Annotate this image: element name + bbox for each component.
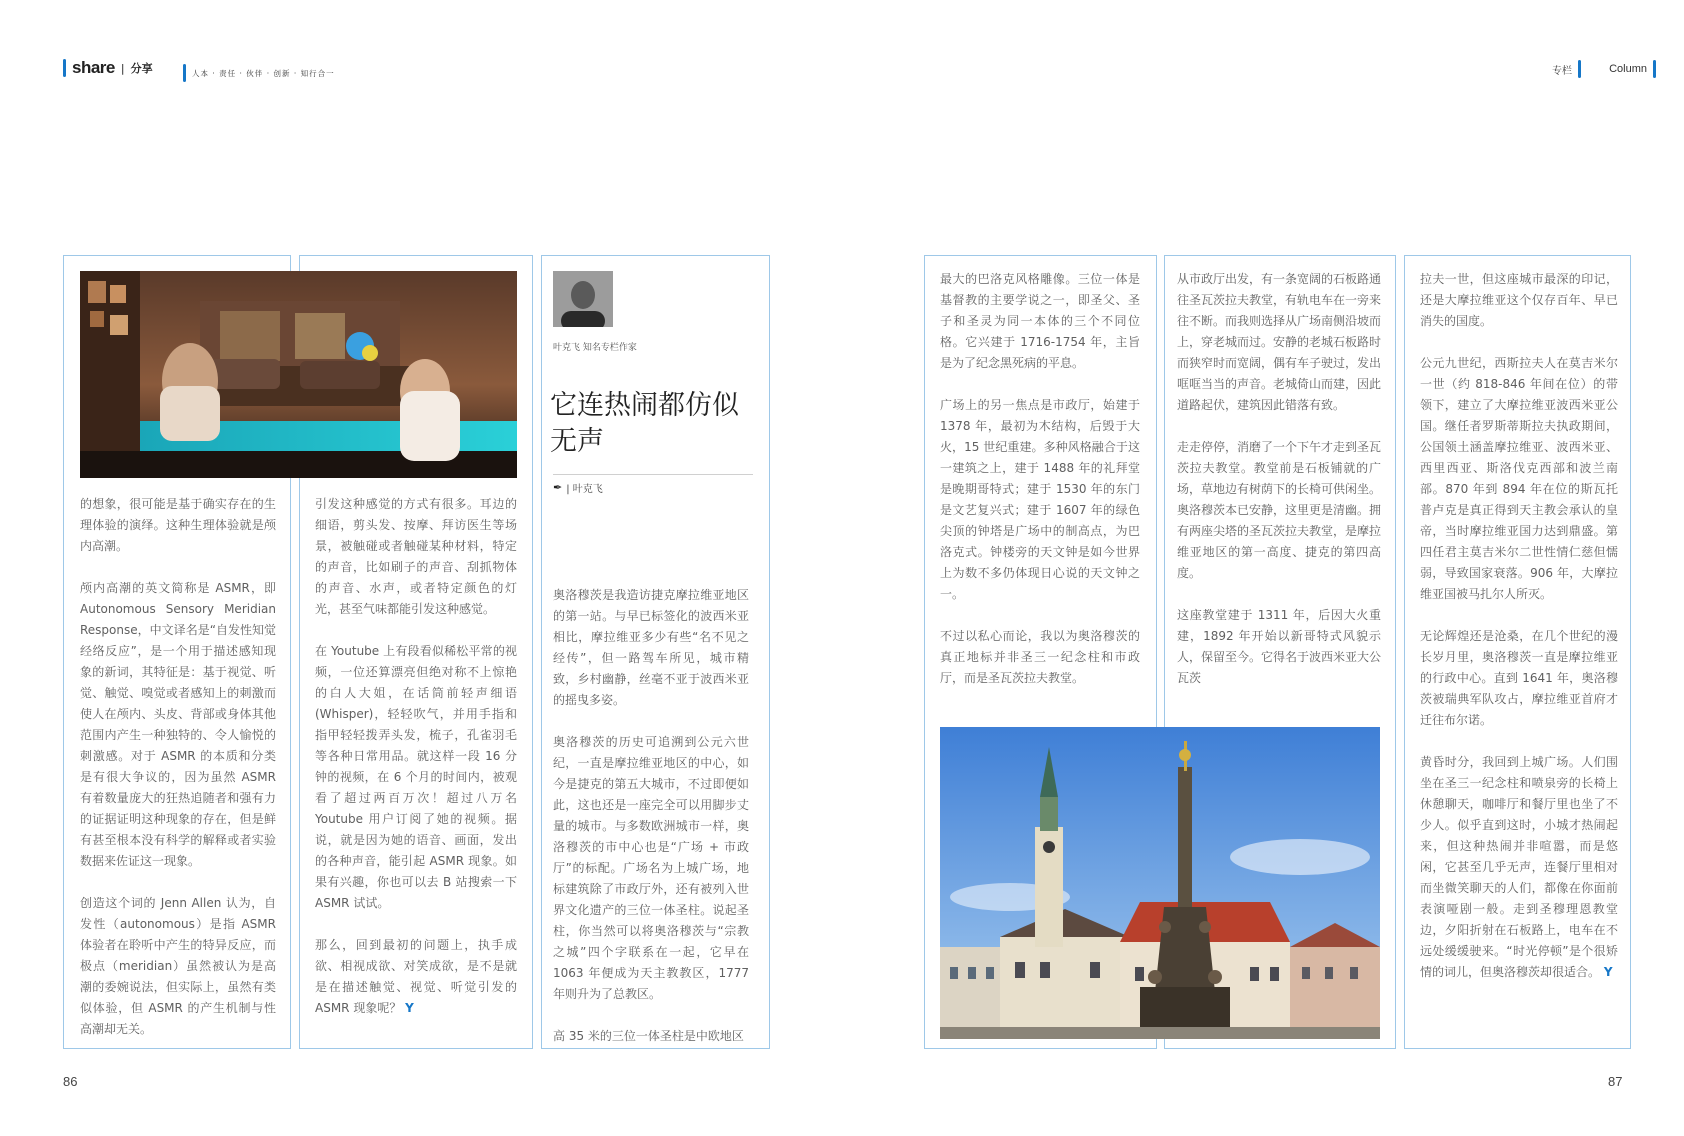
paragraph: 走走停停，消磨了一个下午才走到圣瓦茨拉夫教堂。教堂前是石板铺就的广场，草地边有树荫下的长椅可供闲坐。奥洛穆茨本已安静，这里更是清幽。拥有两座尖塔的圣瓦茨拉夫教堂，是摩拉维亚地区的第一高度、捷克的第四高度。 [1177, 440, 1382, 580]
end-mark-icon: Y [1603, 965, 1613, 979]
column-5-text [1177, 269, 1381, 689]
slogan-bar-icon [183, 64, 186, 82]
section-en-bar-icon [1653, 60, 1656, 78]
olomouc-square-photo [940, 727, 1380, 1039]
byline: ✒ | 叶克飞 [553, 481, 603, 495]
header-brand: share | 分享 [63, 58, 153, 78]
section-label-en: Column [1609, 60, 1656, 78]
column-4-text [940, 269, 1140, 689]
paragraph: 公元九世纪，西斯拉夫人在莫吉米尔一世（约 818-846 年间在位）的带领下，建立了大摩拉维亚波西米亚公国。继任者罗斯蒂斯拉夫执政期间，公国领土涵盖摩拉维亚、波西米亚、西里西亚、斯洛伐克西部和波兰南部。870 年到 894 年在位的斯瓦托普卢克是真正得到天主教会承认的皇帝，当时摩拉维亚国力达到鼎盛。第四任君主莫吉米尔二世性情仁慈但懦弱，导致国家衰落。906 年，大摩拉维亚国被马扎尔人所灭。 [1420, 356, 1618, 601]
article-title: 它连热闹都仿似无声 [550, 390, 739, 457]
paragraph: 引发这种感觉的方式有很多。耳边的细语，剪头发、按摩、拜访医生等场景，被触碰或者触碰某种材料，特定的声音，比如刷子的声音、刮抓物体的声音、水声，或者特定颜色的灯光，甚至气味都能引发这种感觉。 [315, 497, 517, 616]
paragraph: 高 35 米的三位一体圣柱是中欧地区 [553, 1029, 744, 1043]
section-label-cn: 专栏 [1552, 60, 1581, 78]
paragraph: 从市政厅出发，有一条宽阔的石板路通往圣瓦茨拉夫教堂，有轨电车在一旁来往不断。而我则选择从广场南侧沿坡而上，穿老城而过。安静的老城石板路时而狭窄时而宽阔，偶有车子驶过，发出哐哐当当的声音。老城倚山而建，因此道路起伏，建筑因此错落有致。 [1177, 272, 1382, 412]
paragraph: 黄昏时分，我回到上城广场。人们围坐在圣三一纪念柱和喷泉旁的长椅上休憩聊天，咖啡厅和餐厅里也坐了不少人。似乎直到这时，小城才热闹起来，但这种热闹并非喧嚣，而是悠闲，它甚至几乎无声，连餐厅里相对而坐微笑聊天的人们，都像在你面前表演哑剧一般。走到圣穆理恩教堂边，夕阳折射在石板路上，电车在不远处缓缓驶来。“时光停顿”是个很矫情的词儿，但奥洛穆茨却很适合。 Y [1420, 755, 1618, 979]
olomouc-illustration [940, 727, 1380, 1039]
slogan-text: 人本 · 责任 · 伙伴 · 创新 · 知行合一 [192, 68, 335, 78]
paragraph: 的想象，很可能是基于确实存在的生理体验的演绎。这种生理体验就是颅内高潮。 [80, 497, 276, 553]
brand-logo: share [72, 58, 115, 77]
section-bar-icon [1578, 60, 1581, 78]
author-caption: 叶克飞 知名专栏作家 [553, 343, 637, 353]
page-number-left: 86 [63, 1074, 78, 1089]
paragraph: 不过以私心而论，我以为奥洛穆茨的真正地标并非圣三一纪念柱和市政厅，而是圣瓦茨拉夫教堂。 [940, 629, 1140, 685]
paragraph: 最大的巴洛克风格雕像。三位一体是基督教的主要学说之一，即圣父、圣子和圣灵为同一本体的三个不同位格。它兴建于 1716-1754 年，主旨是为了纪念黑死病的平息。 [940, 272, 1140, 370]
title-divider [553, 474, 753, 475]
brand-bar-icon [63, 59, 66, 77]
column-3-text [553, 585, 749, 1047]
page-number-right: 87 [1608, 1074, 1623, 1089]
paragraph: 在 Youtube 上有段看似稀松平常的视频，一位还算漂亮但绝对称不上惊艳的白人大姐，在话筒前轻声细语(Whisper)，轻轻吹气，并用手指和指甲轻轻拨弄头发，梳子，孔雀羽毛等各种日常用品。就这样一段 16 分钟的视频，在 6 个月的时间内，被观看了超过两百万次！超过八万名 Youtube 用户订阅了她的视频。据说，就是因为她的语音、画面，发出的各种声音，能引起 ASMR 现象。如果有兴趣，你也可以去 B 站搜索一下 ASMR 试试。 [315, 644, 517, 910]
brand-cn: 分享 [130, 62, 153, 75]
end-mark-icon: Y [405, 1001, 414, 1015]
column-6-text [1420, 269, 1618, 983]
pen-icon: ✒ [553, 481, 563, 494]
paragraph: 奥洛穆茨的历史可追溯到公元六世纪，一直是摩拉维亚地区的中心，如今是捷克的第五大城市，不过即便如此，这也还是一座完全可以用脚步丈量的城市。与多数欧洲城市一样，奥洛穆茨的市中心也是“广场 + 市政厅”的标配。广场名为上城广场，地标建筑除了市政厅外，还有被列入世界文化遗产的三位一体圣柱。说起圣柱，你当然可以将奥洛穆茨与“宗教之城”四个字联系在一起，它早在 1063 年便成为天主教教区，1777 年则升为了总教区。 [553, 735, 749, 1001]
slogan [183, 64, 335, 82]
column-2-text [315, 494, 517, 1019]
author-photo [553, 271, 613, 327]
living-room-photo [80, 271, 517, 478]
column-1-text [80, 494, 276, 1040]
paragraph: 奥洛穆茨是我造访捷克摩拉维亚地区的第一站。与早已标签化的波西米亚相比，摩拉维亚多少有些“名不见之经传”，但一路驾车所见，城市精致，乡村幽静，丝毫不亚于波西米亚的摇曳多姿。 [553, 588, 749, 707]
paragraph: 广场上的另一焦点是市政厅，始建于 1378 年，最初为木结构，后毁于大火，15 世纪重建。多种风格融合于这一建筑之上，建于 1488 年的礼拜堂是晚期哥特式；建于 1530 年的东门是文艺复兴式；建于 1607 年的绿色尖顶的钟塔是广场中的制高点，为巴洛克式。钟楼旁的天文钟是如今世界上为数不多仍体现日心说的天文钟之一。 [940, 398, 1140, 601]
paragraph: 拉夫一世，但这座城市最深的印记，还是大摩拉维亚这个仅存百年、早已消失的国度。 [1420, 272, 1618, 328]
author-portrait-icon [553, 271, 613, 327]
paragraph: 颅内高潮的英文简称是 ASMR，即 Autonomous Sensory Meridian Response，中文译名是“自发性知觉经络反应”，是一个用于描述感知现象的新词，其特征是：基于视觉、听觉、触觉、嗅觉或者感知上的刺激而使人在颅内、头皮、背部或身体其他范围内产生一种独特的、令人愉悦的刺激感。对于 ASMR 的本质和分类是有很大争议的，因为虽然 ASMR 有着数量庞大的狂热追随者和强有力的证据证明这种现象的存在，但是鲜有甚至根本没有科学的解释或者实验数据来佐证这一现象。 [80, 581, 276, 868]
paragraph: 无论辉煌还是沧桑，在几个世纪的漫长岁月里，奥洛穆茨一直是摩拉维亚的行政中心。直到 1641 年，奥洛穆茨被瑞典军队攻占，摩拉维亚首府才迁往布尔诺。 [1420, 629, 1618, 727]
paragraph: 那么，回到最初的问题上，执手成欲、相视成欲、对笑成欲，是不是就是在描述触觉、视觉、听觉引发的 ASMR 现象呢？ Y [315, 938, 517, 1015]
paragraph: 这座教堂建于 1311 年，后因大火重建，1892 年开始以新哥特式风貌示人，保留至今。它得名于波西米亚大公瓦茨 [1177, 608, 1382, 685]
paragraph: 创造这个词的 Jenn Allen 认为，自发性（autonomous）是指 ASMR 体验者在聆听中产生的特异反应，而极点（meridian）虽然被认为是高潮的委婉说法，但实际上，虽然有类似体验，但 ASMR 的产生机制与性高潮却无关。 [80, 896, 276, 1036]
living-room-illustration [80, 271, 517, 478]
